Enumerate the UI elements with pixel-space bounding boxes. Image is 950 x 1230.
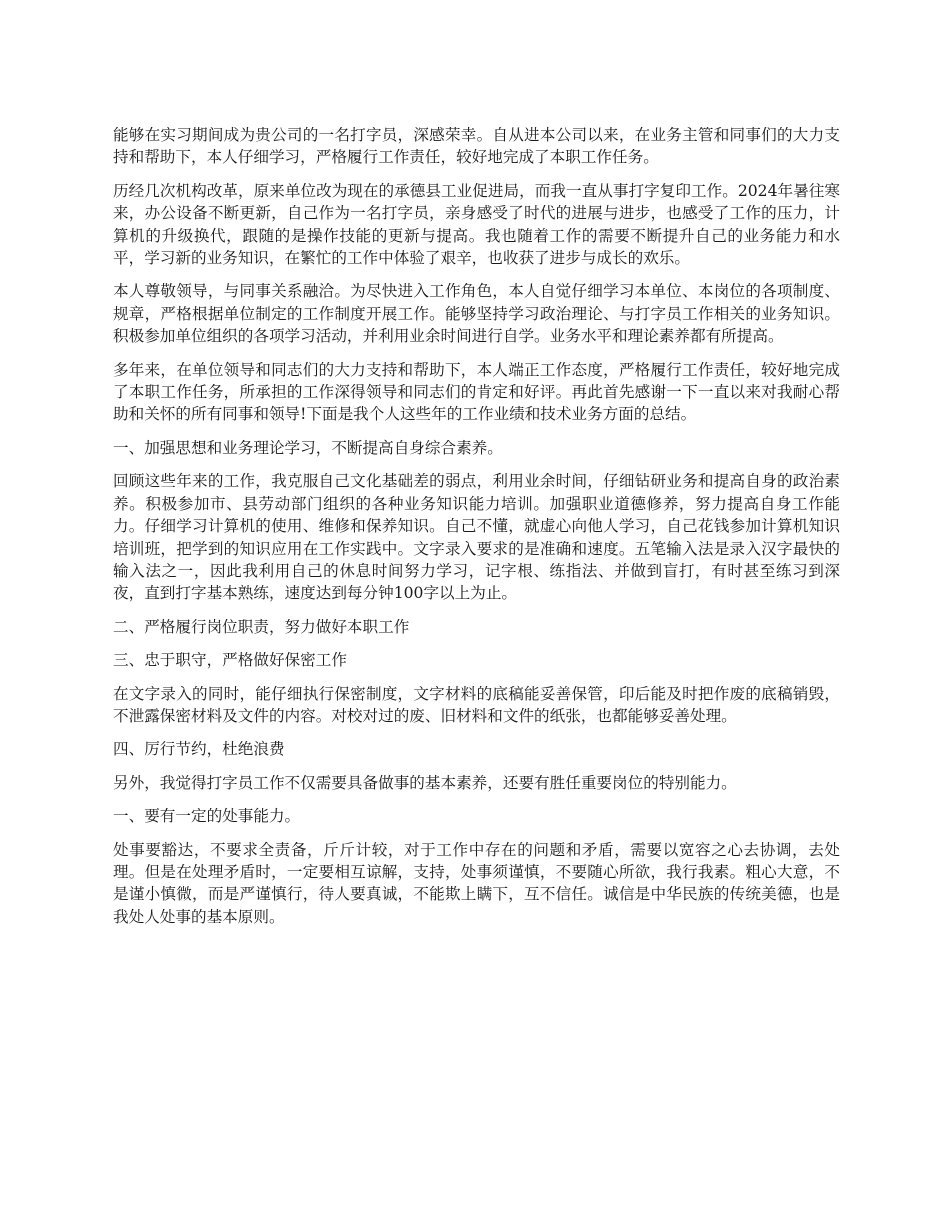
- heading-section-3: 三、忠于职守，严格做好保密工作: [113, 651, 347, 670]
- heading-ability-1: 一、要有一定的处事能力。: [113, 807, 301, 826]
- heading-section-4: 四、厉行节约，杜绝浪费: [113, 740, 285, 759]
- paragraph-intro: 能够在实习期间成为贵公司的一名打字员，深感荣幸。自从进本公司以来，在业务主管和同事们的大力支持和帮助下，本人仔细学习，严格履行工作责任，较好地完成了本职工作任务。: [113, 126, 840, 167]
- paragraph-conduct: 处事要豁达，不要求全责备，斤斤计较，对于工作中存在的问题和矛盾，需要以宽容之心去协调，去处理。但是在处理矛盾时，一定要相互谅解，支持，处事须谨慎，不要随心所欲，我行我素。粗心大意，不是谨小慎微，而是严谨慎行，待人要真诚，不能欺上瞒下，互不信任。诚信是中华民族的传统美德，也是我处人处事的基本原则。: [113, 840, 840, 926]
- document-body: [113, 124, 840, 939]
- heading-section-2: 二、严格履行岗位职责，努力做好本职工作: [113, 617, 410, 636]
- heading-section-1: 一、加强思想和业务理论学习，不断提高自身综合素养。: [113, 438, 503, 457]
- paragraph-abilities: 另外，我觉得打字员工作不仅需要具备做事的基本素养，还要有胜任重要岗位的特别能力。: [113, 773, 737, 792]
- paragraph-confidentiality: 在文字录入的同时，能仔细执行保密制度，文字材料的底稿能妥善保管，印后能及时把作废的底稿销毁，不泄露保密材料及文件的内容。对校对过的废、旧材料和文件的纸张，也都能够妥善处理。: [113, 684, 840, 725]
- paragraph-review: 回顾这些年来的工作，我克服自己文化基础差的弱点，利用业余时间，仔细钻研业务和提高自身的政治素养。积极参加市、县劳动部门组织的各种业务知识能力培训。加强职业道德修养，努力提高自身工作能力。仔细学习计算机的使用、维修和保养知识。自己不懂，就虚心向他人学习，自己花钱参加计算机知识培训班，把学到的知识应用在工作实践中。文字录入要求的是准确和速度。五笔输入法是录入汉字最快的输入法之一，因此我利用自己的休息时间努力学习，记字根、练指法、并做到盲打，有时甚至练习到深夜，直到打字基本熟练，速度达到每分钟100字以上为止。: [113, 472, 840, 603]
- paragraph-history: 历经几次机构改革，原来单位改为现在的承德县工业促进局，而我一直从事打字复印工作。2024年暑往寒来，办公设备不断更新，自己作为一名打字员，亲身感受了时代的进展与进步，也感受了工作的压力，计算机的升级换代，跟随的是操作技能的更新与提高。我也随着工作的需要不断提升自己的业务能力和水平，学习新的业务知识，在繁忙的工作中体验了艰辛，也收获了进步与成长的欢乐。: [113, 181, 840, 268]
- paragraph-respect: 本人尊敬领导，与同事关系融洽。为尽快进入工作角色，本人自觉仔细学习本单位、本岗位的各项制度、规章，严格根据单位制定的工作制度开展工作。能够坚持学习政治理论、与打字员工作相关的业务知识。积极参加单位组织的各项学习活动，并利用业余时间进行自学。业务水平和理论素养都有所提高。: [113, 282, 840, 346]
- paragraph-years: 多年来，在单位领导和同志们的大力支持和帮助下，本人端正工作态度，严格履行工作责任，较好地完成了本职工作任务，所承担的工作深得领导和同志们的肯定和好评。再此首先感谢一下一直以来对我耐心帮助和关怀的所有同事和领导!下面是我个人这些年的工作业绩和技术业务方面的总结。: [113, 360, 840, 424]
